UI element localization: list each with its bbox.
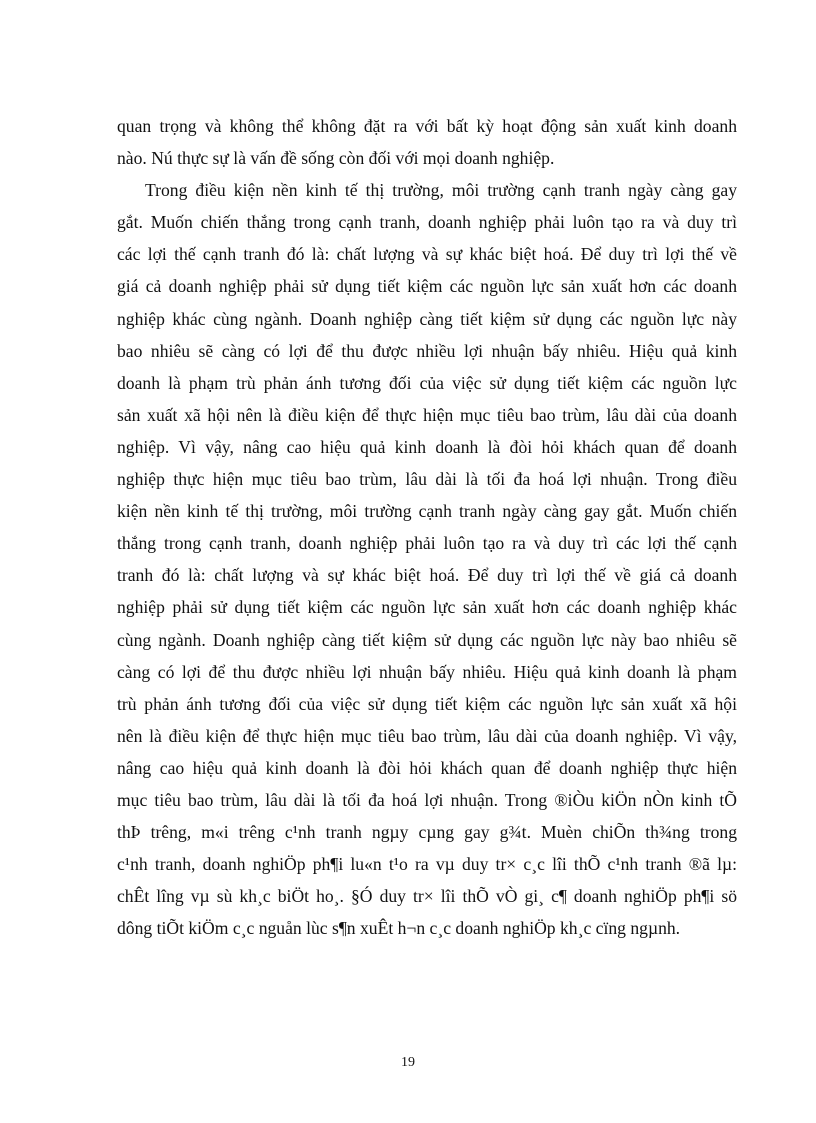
text-line: c¹nh tranh, doanh nghiÖp ph¶i lu«n t¹o ra vµ duy tr× c¸c lîi thÕ c¹nh tranh ®ã lµ: — [117, 854, 737, 875]
text-line: sản xuất xã hội nên là điều kiện để thực hiện mục tiêu bao trùm, lâu dài của doanh — [117, 404, 737, 425]
text-line: nên là điều kiện để thực hiện mục tiêu bao trùm, lâu dài của doanh nghiệp. Vì vậy, — [117, 725, 737, 746]
text-line: gắt. Muốn chiến thắng trong cạnh tranh, doanh nghiệp phải luôn tạo ra và duy trì — [117, 212, 737, 233]
text-line: mục tiêu bao trùm, lâu dài là tối đa hoá lợi nhuận. Trong ®iÒu kiÖn nÒn kinh tÕ — [117, 789, 737, 810]
text-line: nào. Nú thực sự là vấn đề sống còn đối với mọi doanh nghiệp. — [117, 148, 555, 169]
text-line: nâng cao hiệu quả kinh doanh là đòi hỏi khách quan để doanh nghiệp thực hiện — [117, 757, 737, 778]
text-line: nghiệp khác cùng ngành. Doanh nghiệp càng tiết kiệm sử dụng các nguồn lực này — [117, 308, 737, 329]
text-line: chÊt lîng vµ sù kh¸c biÖt ho¸. §Ó duy tr× lîi thÕ vÒ gi¸ c¶ doanh nghiÖp ph¶i sö — [117, 886, 737, 907]
text-line: nghiệp. Vì vậy, nâng cao hiệu quả kinh doanh là đòi hỏi khách quan để doanh — [117, 436, 737, 457]
text-line: thắng trong cạnh tranh, doanh nghiệp phải luôn tạo ra và duy trì các lợi thế cạnh — [117, 533, 737, 554]
text-line: quan trọng và không thể không đặt ra với bất kỳ hoạt động sản xuất kinh doanh — [117, 116, 737, 136]
text-line: trù phản ánh tương đối của việc sử dụng tiết kiệm các nguồn lực sản xuất xã hội — [117, 693, 737, 714]
text-line: càng có lợi để thu được nhiều lợi nhuận bấy nhiêu. Hiệu quả kinh doanh là phạm — [117, 661, 737, 682]
text-line: Trong điều kiện nền kinh tế thị trường, môi trường cạnh tranh ngày càng gay — [145, 180, 737, 201]
text-line: thÞ trêng, m«i trêng c¹nh tranh ngµy cµng gay g¾t. Muèn chiÕn th¾ng trong — [117, 822, 737, 843]
body-text — [117, 110, 737, 944]
text-line: nghiệp thực hiện mục tiêu bao trùm, lâu dài là tối đa hoá lợi nhuận. Trong điều — [117, 469, 737, 490]
text-line: cùng ngành. Doanh nghiệp càng tiết kiệm sử dụng các nguồn lực này bao nhiêu sẽ — [117, 629, 737, 650]
text-line: nghiệp phải sử dụng tiết kiệm các nguồn lực sản xuất hơn các doanh nghiệp khác — [117, 597, 737, 618]
text-line: tranh đó là: chất lượng và sự khác biệt hoá. Để duy trì lợi thế về giá cả doanh — [117, 565, 737, 586]
text-line: bao nhiêu sẽ càng có lợi để thu được nhiều lợi nhuận bấy nhiêu. Hiệu quả kinh — [117, 340, 737, 361]
text-line: kiện nền kinh tế thị trường, môi trường cạnh tranh ngày càng gay gắt. Muốn chiến — [117, 501, 737, 522]
text-line: các lợi thế cạnh tranh đó là: chất lượng và sự khác biệt hoá. Để duy trì lợi thế về — [117, 244, 737, 265]
text-line: doanh là phạm trù phản ánh tương đối của việc sử dụng tiết kiệm các nguồn lực — [117, 372, 737, 393]
page-number: 19 — [401, 1055, 415, 1070]
text-line: giá cả doanh nghiệp phải sử dụng tiết kiệm các nguồn lực sản xuất hơn các doanh — [117, 276, 737, 297]
text-line: dông tiÕt kiÖm c¸c nguån lùc s¶n xuÊt h¬n c¸c doanh nghiÖp kh¸c cïng ngµnh. — [117, 918, 681, 939]
